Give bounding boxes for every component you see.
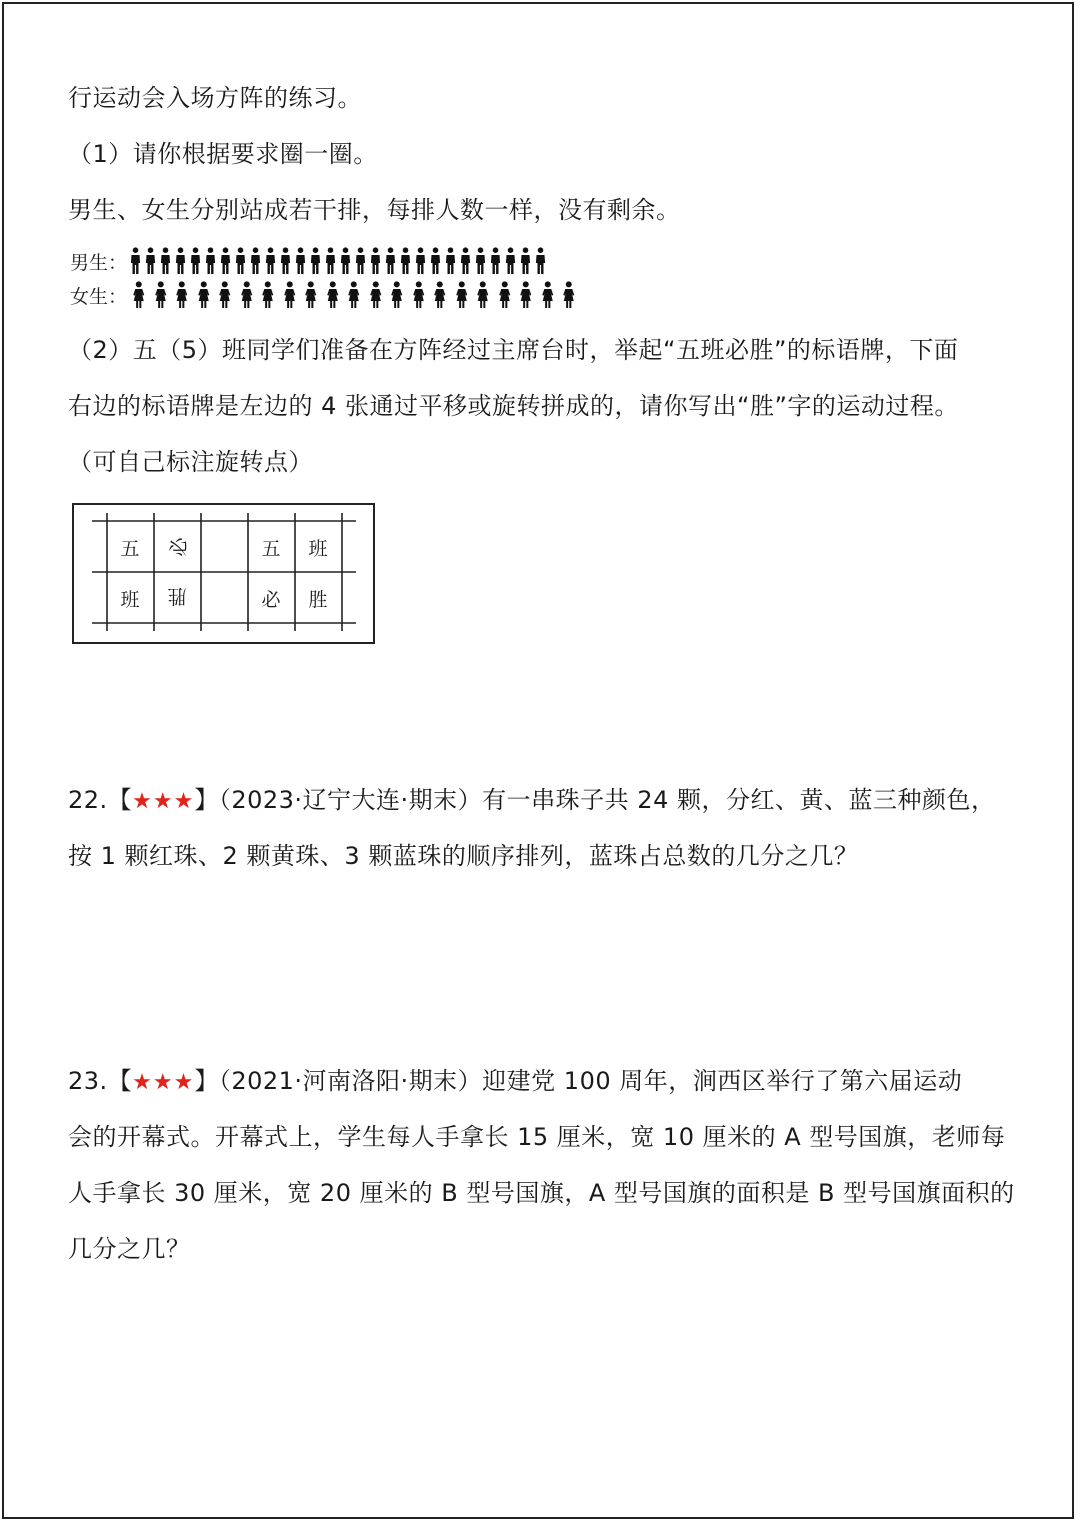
- girl-figure-icon: [214, 281, 236, 309]
- q22-text: （2023·辽宁大连·期末）有一串珠子共 24 颗，分红、黄、蓝三种颜色，: [218, 786, 996, 814]
- girls-label: 女生：: [70, 285, 128, 308]
- boy-figure-icon: [428, 247, 443, 275]
- q22-bracket-open: 【: [107, 786, 133, 814]
- girl-figure-icon: [236, 281, 258, 309]
- right-card-wu: 五: [261, 537, 281, 560]
- boys-label: 男生：: [70, 251, 128, 274]
- q22-difficulty-stars: ★★★: [132, 789, 195, 814]
- boy-figure-icon: [338, 247, 353, 275]
- girl-figure-icon: [494, 281, 516, 309]
- girl-figure-icon: [386, 281, 408, 309]
- boy-figure-icon: [518, 247, 533, 275]
- boy-figure-icon: [248, 247, 263, 275]
- boy-figure-icon: [263, 247, 278, 275]
- intro-line: 行运动会入场方阵的练习。: [68, 84, 362, 112]
- boy-figure-icon: [278, 247, 293, 275]
- boy-figure-icon: [158, 247, 173, 275]
- girl-figure-icon: [365, 281, 387, 309]
- girls-figures: [128, 281, 580, 309]
- left-card-ban: 班: [120, 588, 140, 611]
- q23-difficulty-stars: ★★★: [132, 1070, 195, 1095]
- boy-figure-icon: [128, 247, 143, 275]
- girl-figure-icon: [257, 281, 279, 309]
- boy-figure-icon: [173, 247, 188, 275]
- boy-figure-icon: [293, 247, 308, 275]
- left-card-wu: 五: [120, 537, 140, 560]
- girl-figure-icon: [322, 281, 344, 309]
- boy-figure-icon: [233, 247, 248, 275]
- part2-line2: 右边的标语牌是左边的 4 张通过平移或旋转拼成的，请你写出“胜”字的运动过程。: [68, 392, 959, 420]
- q22-line1: [68, 784, 995, 818]
- boy-figure-icon: [323, 247, 338, 275]
- boy-figure-icon: [143, 247, 158, 275]
- girl-figure-icon: [193, 281, 215, 309]
- page-border: [2, 2, 1074, 1519]
- q22-number: 22.: [68, 786, 108, 814]
- boy-figure-icon: [533, 247, 548, 275]
- right-card-bi: 必: [261, 588, 281, 611]
- girl-figure-icon: [429, 281, 451, 309]
- boy-figure-icon: [353, 247, 368, 275]
- q22-line2: 按 1 颗红珠、2 颗黄珠、3 颗蓝珠的顺序排列，蓝珠占总数的几分之几？: [68, 842, 859, 870]
- boys-row: [70, 246, 548, 276]
- boy-figure-icon: [398, 247, 413, 275]
- left-card-bi: 必: [167, 537, 190, 557]
- boy-figure-icon: [308, 247, 323, 275]
- boy-figure-icon: [203, 247, 218, 275]
- girl-figure-icon: [128, 281, 150, 309]
- part2-line3: （可自己标注旋转点）: [68, 448, 313, 476]
- girl-figure-icon: [558, 281, 580, 309]
- q23-text: （2021·河南洛阳·期末）迎建党 100 周年，涧西区举行了第六届运动: [218, 1067, 963, 1095]
- part1-title: （1）请你根据要求圈一圈。: [68, 140, 378, 168]
- girl-figure-icon: [279, 281, 301, 309]
- girl-figure-icon: [150, 281, 172, 309]
- q23-bracket-close: 】: [194, 1067, 219, 1095]
- boy-figure-icon: [443, 247, 458, 275]
- girl-figure-icon: [472, 281, 494, 309]
- right-card-ban: 班: [308, 537, 328, 560]
- q23-line4: 几分之几？: [68, 1235, 191, 1263]
- girl-figure-icon: [515, 281, 537, 309]
- girl-figure-icon: [537, 281, 559, 309]
- boy-figure-icon: [503, 247, 518, 275]
- right-card-sheng: 胜: [308, 588, 328, 611]
- boy-figure-icon: [473, 247, 488, 275]
- left-card-sheng: 胜: [167, 585, 187, 608]
- q23-line2: 会的开幕式。开幕式上，学生每人手拿长 15 厘米，宽 10 厘米的 A 型号国旗，老师每: [68, 1123, 1006, 1151]
- q23-line1: [68, 1065, 962, 1099]
- q23-bracket-open: 【: [107, 1067, 133, 1095]
- girl-figure-icon: [300, 281, 322, 309]
- boy-figure-icon: [383, 247, 398, 275]
- slogan-diagram: [72, 503, 375, 644]
- boy-figure-icon: [188, 247, 203, 275]
- boy-figure-icon: [458, 247, 473, 275]
- girl-figure-icon: [343, 281, 365, 309]
- q23-number: 23.: [68, 1067, 108, 1095]
- q22-bracket-close: 】: [194, 786, 219, 814]
- part2-line1: （2）五（5）班同学们准备在方阵经过主席台时，举起“五班必胜”的标语牌，下面: [68, 336, 959, 364]
- boys-figures: [128, 247, 548, 275]
- girl-figure-icon: [408, 281, 430, 309]
- girls-row: [70, 280, 580, 310]
- q23-line3: 人手拿长 30 厘米，宽 20 厘米的 B 型号国旗，A 型号国旗的面积是 B 型号国旗面积的: [68, 1179, 1015, 1207]
- girl-figure-icon: [171, 281, 193, 309]
- boy-figure-icon: [218, 247, 233, 275]
- boy-figure-icon: [413, 247, 428, 275]
- boy-figure-icon: [488, 247, 503, 275]
- boy-figure-icon: [368, 247, 383, 275]
- part1-desc: 男生、女生分别站成若干排，每排人数一样，没有剩余。: [68, 196, 681, 224]
- girl-figure-icon: [451, 281, 473, 309]
